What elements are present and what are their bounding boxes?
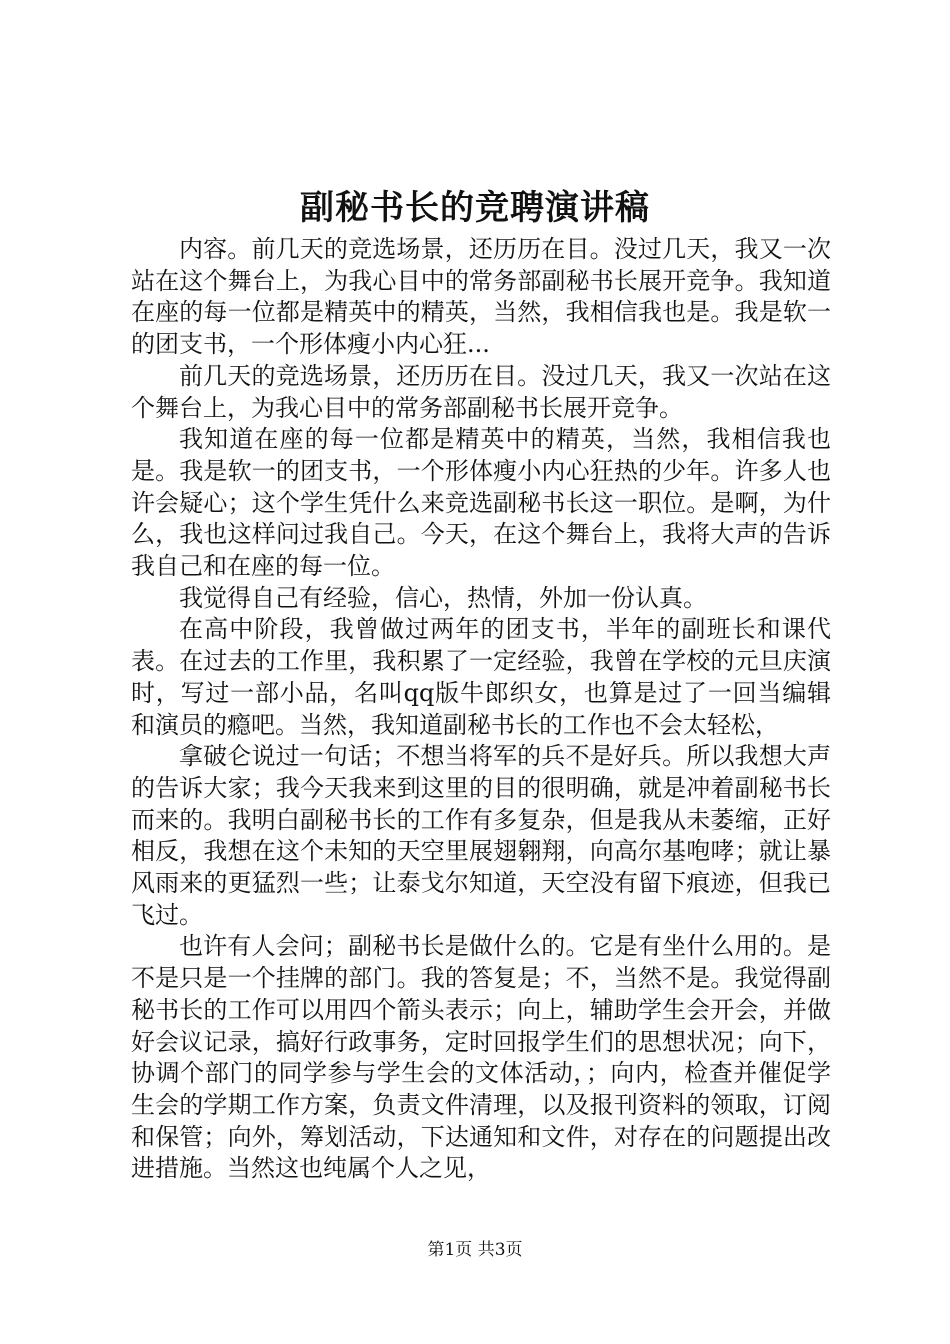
paragraph: 在高中阶段，我曾做过两年的团支书，半年的副班长和课代表。在过去的工作里，我积累了一定经验，我曾在学校的元旦庆演时，写过一部小品，名叫qq版牛郎织女，也算是过了一回当编辑和演员的瘾吧。当然，我知道副秘书长的工作也不会太轻松， (131, 615, 831, 739)
page-number-footer: 第1页 共3页 (427, 1240, 523, 1260)
paragraph: 拿破仑说过一句话；不想当将军的兵不是好兵。所以我想大声的告诉大家；我今天我来到这里的目的很明确，就是冲着副秘书长而来的。我明白副秘书长的工作有多复杂，但是我从未萎缩，正好相反，我想在这个未知的天空里展翅翱翔，向高尔基咆哮；就让暴风雨来的更猛烈一些；让泰戈尔知道，天空没有留下痕迹，但我已飞过。 (131, 742, 831, 929)
paragraph: 我知道在座的每一位都是精英中的精英，当然，我相信我也是。我是软一的团支书，一个形体瘦小内心狂热的少年。许多人也许会疑心；这个学生凭什么来竞选副秘书长这一职位。是啊，为什么，我也这样问过我自己。今天，在这个舞台上，我将大声的告诉我自己和在座的每一位。 (131, 425, 831, 581)
document-title: 副秘书长的竞聘演讲稿 (300, 188, 650, 228)
paragraph: 我觉得自己有经验，信心，热情，外加一份认真。 (179, 583, 707, 612)
paragraph: 也许有人会问；副秘书长是做什么的。它是有坐什么用的。是不是只是一个挂牌的部门。我的答复是；不，当然不是。我觉得副秘书长的工作可以用四个箭头表示；向上，辅助学生会开会，并做好会议记录，搞好行政事务，定时回报学生们的思想状况；向下，协调个部门的同学参与学生会的文体活动，；向内，检查并催促学生会的学期工作方案，负责文件清理，以及报刊资料的领取，订阅和保管；向外，筹划活动，下达通知和文件，对存在的问题提出改进措施。当然这也纯属个人之见， (131, 932, 831, 1183)
paragraph: 内容。前几天的竞选场景，还历历在目。没过几天，我又一次站在这个舞台上，为我心目中的常务部副秘书长展开竞争。我知道在座的每一位都是精英中的精英，当然，我相信我也是。我是软一的团支书，一个形体瘦小内心狂... (131, 235, 831, 359)
paragraph: 前几天的竞选场景，还历历在目。没过几天，我又一次站在这个舞台上，为我心目中的常务部副秘书长展开竞争。 (131, 361, 831, 422)
document-body (131, 234, 831, 1185)
